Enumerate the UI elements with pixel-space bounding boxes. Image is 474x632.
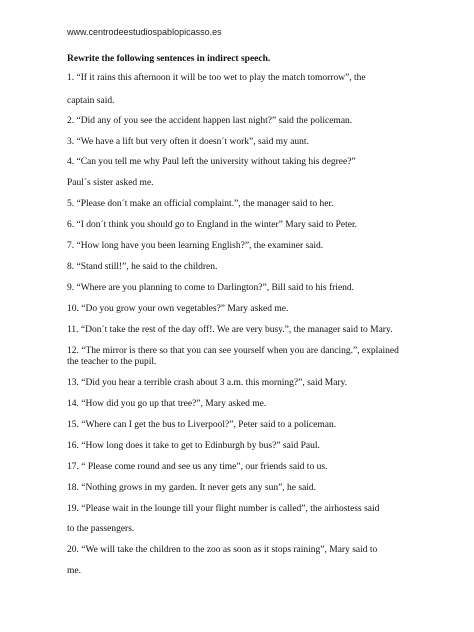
sentence-line: 1. “If it rains this afternoon it will be too wet to play the match tomorrow”, the xyxy=(67,73,366,83)
sentence-line: to the passengers. xyxy=(67,524,135,534)
sentence-line: 14. “How did you go up that tree?”, Mary asked me. xyxy=(67,399,267,409)
sentence-line: captain said. xyxy=(67,96,115,106)
sentence-line: 10. “Do you grow your own vegetables?” Mary asked me. xyxy=(67,304,289,314)
sentence-line: 18. “Nothing grows in my garden. It never gets any sun”, he said. xyxy=(67,483,317,493)
sentence-line: 2. “Did any of you see the accident happen last night?” said the policeman. xyxy=(67,116,353,126)
sentence-line: 8. “Stand still!”, he said to the children. xyxy=(67,262,218,272)
sentence-line: 7. “How long have you been learning English?”, the examiner said. xyxy=(67,241,324,251)
sentence-line: 9. “Where are you planning to come to Darlington?”, Bill said to his friend. xyxy=(67,283,355,293)
sentence-line: 17. “ Please come round and see us any time”, our friends said to us. xyxy=(67,462,328,472)
sentence-line: Paul´s sister asked me. xyxy=(67,178,154,188)
sentence-line: 15. “Where can I get the bus to Liverpool?”, Peter said to a policeman. xyxy=(67,420,337,430)
sentence-line: me. xyxy=(67,566,81,576)
sentence-line: 11. “Don´t take the rest of the day off!. We are very busy.”, the manager said to Mary. xyxy=(67,325,393,335)
exercise-title: Rewrite the following sentences in indirect speech. xyxy=(67,54,271,64)
sentence-line: 3. “We have a lift but very often it doesn´t work”, said my aunt. xyxy=(67,137,309,147)
sentence-line: 16. “How long does it take to get to Edinburgh by bus?” said Paul. xyxy=(67,441,320,451)
sentence-line: 13. “Did you hear a terrible crash about 3 a.m. this morning?”, said Mary. xyxy=(67,378,348,388)
sentence-line: the teacher to the pupil. xyxy=(67,357,157,367)
sentence-line: 19. “Please wait in the lounge till your flight number is called”, the airhostess said xyxy=(67,504,380,514)
sentence-line: 20. “We will take the children to the zoo as soon as it stops raining”, Mary said to xyxy=(67,545,378,555)
sentence-line: 12. “The mirror is there so that you can see yourself when you are dancing.”, explained xyxy=(67,346,399,356)
sentence-line: 5. “Please don´t make an official complaint.”, the manager said to her. xyxy=(67,199,334,209)
sentence-line: 4. “Can you tell me why Paul left the university without taking his degree?” xyxy=(67,157,356,167)
sentence-line: 6. “I don´t think you should go to England in the winter” Mary said to Peter. xyxy=(67,220,357,230)
header-url: www.centrodeestudiospablopicasso.es xyxy=(67,27,222,37)
